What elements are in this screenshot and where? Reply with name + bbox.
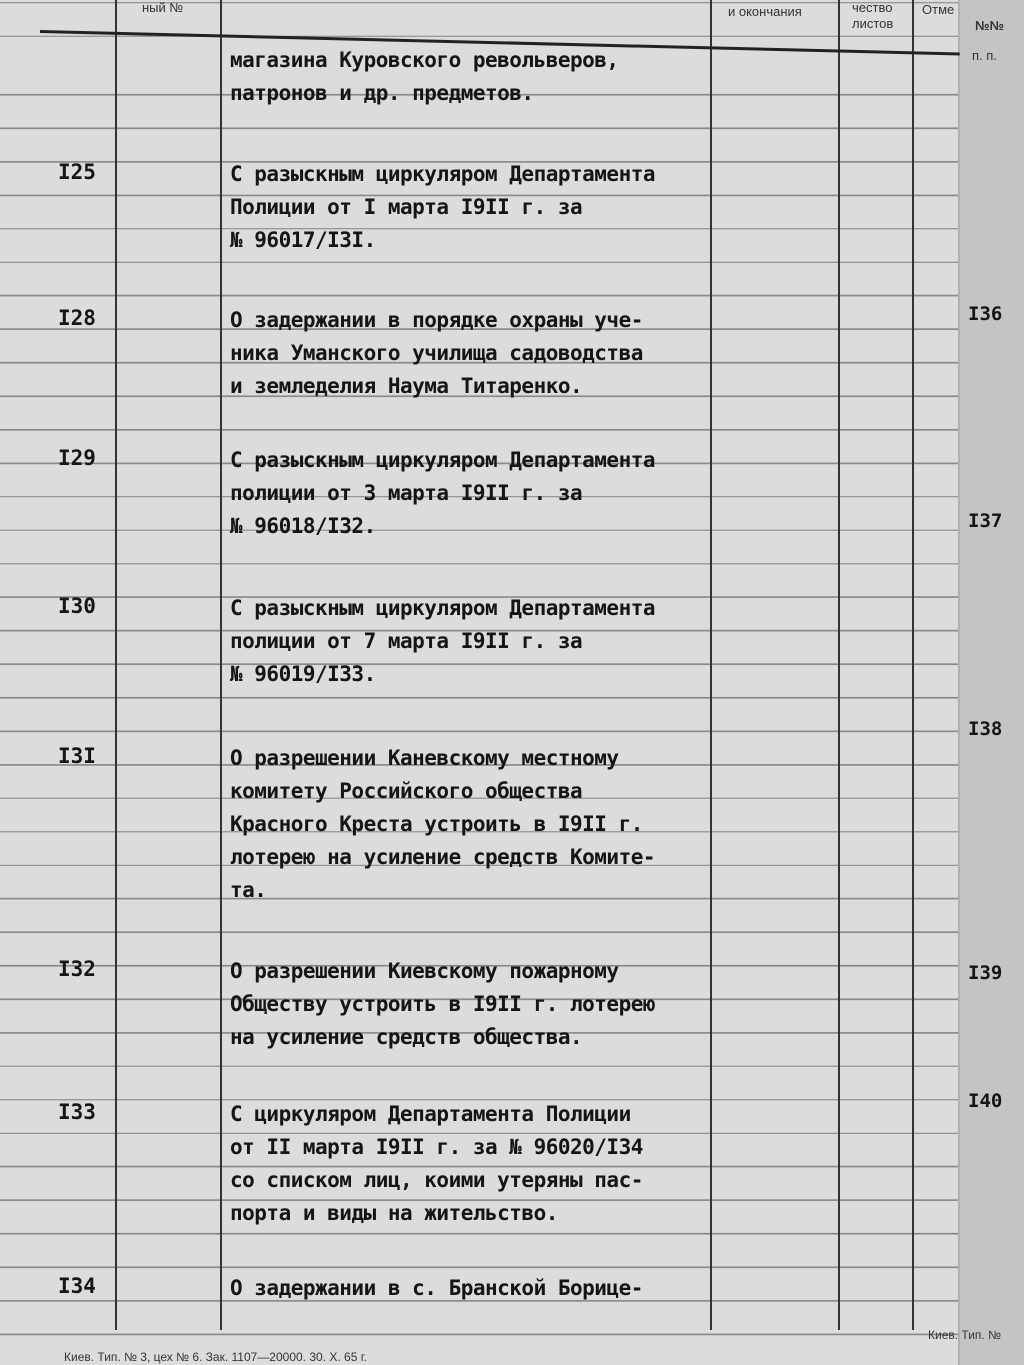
entry-number: I30 bbox=[58, 594, 96, 618]
entry-line: и земледелия Наума Титаренко. bbox=[230, 374, 583, 398]
entry-line: комитету Российского общества bbox=[230, 779, 583, 803]
entry-line: С разыскным циркуляром Департамента bbox=[230, 448, 656, 472]
entry-line: О задержании в с. Бранской Борице- bbox=[230, 1276, 643, 1300]
entry-text bbox=[230, 1272, 643, 1305]
entry-line: Полиции от I марта I9II г. за bbox=[230, 195, 583, 219]
entry-text bbox=[230, 158, 655, 257]
header-dates: и окончания bbox=[728, 4, 802, 19]
printer-imprint: Киев. Тип. № 3, цех № 6. Зак. 1107—20000. 30. X. 65 г. bbox=[64, 1350, 367, 1364]
entry-line: Красного Креста устроить в I9II г. bbox=[230, 812, 643, 836]
entry-number: I32 bbox=[58, 957, 96, 981]
column-rule bbox=[220, 0, 222, 1330]
entry-line: полиции от 3 марта I9II г. за bbox=[230, 481, 583, 505]
right-number: I37 bbox=[968, 510, 1003, 532]
entry-text bbox=[230, 1098, 643, 1230]
header-sheets-top: чество bbox=[852, 0, 893, 15]
right-printer-imprint: Киев. Тип. № bbox=[928, 1328, 1001, 1342]
entry-number: I34 bbox=[58, 1274, 96, 1298]
entry-line: та. bbox=[230, 878, 267, 902]
entry-line: от II марта I9II г. за № 96020/I34 bbox=[230, 1135, 643, 1159]
entry-line: С циркуляром Департамента Полиции bbox=[230, 1102, 631, 1126]
entry-line: полиции от 7 марта I9II г. за bbox=[230, 629, 583, 653]
entry-text bbox=[230, 44, 619, 110]
header-sheets: листов bbox=[852, 16, 894, 31]
entry-line: Обществу устроить в I9II г. лотерею bbox=[230, 992, 656, 1016]
right-number: I36 bbox=[968, 303, 1003, 325]
column-rule bbox=[838, 0, 840, 1330]
entry-line: со списком лиц, коими утеряны пас- bbox=[230, 1168, 643, 1192]
entry-number: I29 bbox=[58, 446, 96, 470]
entry-text bbox=[230, 304, 643, 403]
entry-line: С разыскным циркуляром Департамента bbox=[230, 162, 656, 186]
entry-line: О задержании в порядке охраны уче- bbox=[230, 308, 643, 332]
entry-line: О разрешении Киевскому пожарному bbox=[230, 959, 619, 983]
column-rule bbox=[710, 0, 712, 1330]
entry-text bbox=[230, 592, 655, 691]
right-number: I39 bbox=[968, 962, 1003, 984]
right-header: №№ bbox=[975, 18, 1004, 33]
entry-line: № 96019/I33. bbox=[230, 662, 376, 686]
entry-line: № 96018/I32. bbox=[230, 514, 376, 538]
header-notes: Отме bbox=[922, 2, 955, 17]
column-rule bbox=[912, 0, 914, 1330]
entry-line: на усиление средств общества. bbox=[230, 1025, 583, 1049]
right-header-sub: п. п. bbox=[972, 48, 997, 63]
entry-number: I28 bbox=[58, 306, 96, 330]
entry-line: магазина Куровского револьверов, bbox=[230, 48, 619, 72]
entry-line: лотерею на усиление средств Комите- bbox=[230, 845, 656, 869]
entry-line: С разыскным циркуляром Департамента bbox=[230, 596, 656, 620]
right-number: I38 bbox=[968, 718, 1003, 740]
entry-line: порта и виды на жительство. bbox=[230, 1201, 558, 1225]
entry-line: патронов и др. предметов. bbox=[230, 81, 534, 105]
entry-text bbox=[230, 955, 655, 1054]
right-number: I40 bbox=[968, 1090, 1003, 1112]
entry-line: О разрешении Каневскому местному bbox=[230, 746, 619, 770]
header-number: ный № bbox=[142, 0, 184, 15]
entry-line: № 96017/I3I. bbox=[230, 228, 376, 252]
entry-number: I25 bbox=[58, 160, 96, 184]
entry-number: I33 bbox=[58, 1100, 96, 1124]
entry-number: I3I bbox=[58, 744, 96, 768]
entry-line: ника Уманского училища садоводства bbox=[230, 341, 643, 365]
facing-page-strip bbox=[958, 0, 1024, 1365]
column-rule bbox=[115, 0, 117, 1330]
entry-text bbox=[230, 444, 655, 543]
entry-text bbox=[230, 742, 655, 907]
